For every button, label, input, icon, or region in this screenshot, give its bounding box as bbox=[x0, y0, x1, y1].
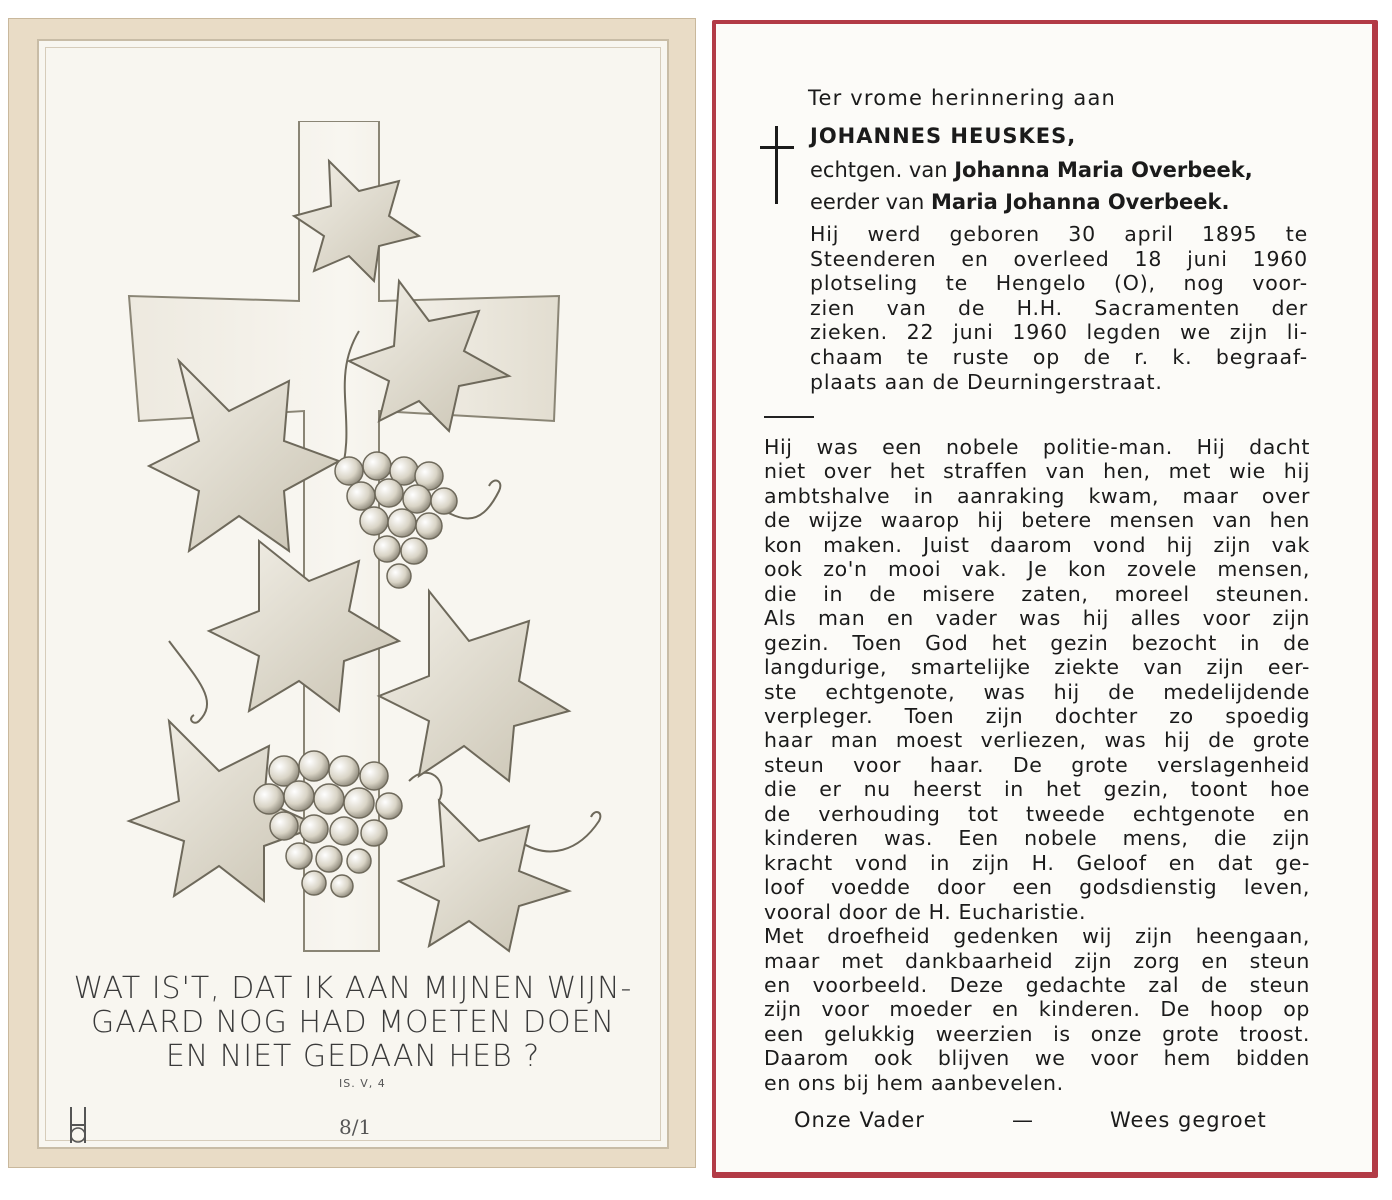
spouse-2-name: Maria Johanna Overbeek. bbox=[930, 190, 1230, 214]
tribute-line: een gelukkig weerzien is onze grote troost. bbox=[764, 1021, 1310, 1046]
tribute-line: de wijze waarop hij betere mensen van hen bbox=[764, 508, 1310, 533]
biography-line: Steenderen en overleed 18 juni 1960 bbox=[810, 246, 1308, 271]
tribute-line: en voorbeeld. Deze gedachte zal de steun bbox=[764, 972, 1310, 997]
cross-vine-illustration bbox=[99, 121, 619, 991]
prayer-onze-vader: Onze Vader bbox=[794, 1108, 925, 1132]
tribute-line: Hij was een nobele politie-man. Hij dacht bbox=[764, 435, 1310, 459]
section-divider bbox=[764, 416, 814, 418]
spouse-1-name: Johanna Maria Overbeek, bbox=[954, 158, 1253, 182]
verse-line-3: EN NIET GEDAAN HEB ? bbox=[165, 1039, 541, 1074]
spouse-line-1 bbox=[810, 158, 1253, 182]
spouse-line-2 bbox=[810, 190, 1229, 214]
tribute-line: gezin. Toen God het gezin bezocht in de bbox=[764, 630, 1310, 655]
right-card-paper bbox=[716, 24, 1372, 1172]
tribute-line: niet over het straffen van hen, met wie hij bbox=[764, 459, 1310, 484]
prayer-separator: — bbox=[1012, 1108, 1034, 1132]
verse-line-1: WAT IS'T, DAT IK AAN MIJNEN WIJN- bbox=[73, 971, 633, 1006]
verse-line-2: GAARD NOG HAD MOETEN DOEN bbox=[91, 1005, 615, 1040]
deceased-name: JOHANNES HEUSKES, bbox=[810, 124, 1077, 148]
tribute-line: ambtshalve in aanraking kwam, maar over bbox=[764, 483, 1310, 508]
intro-line: Ter vrome herinnering aan bbox=[808, 86, 1117, 110]
tribute-line: zijn voor moeder en kinderen. De hoop op bbox=[764, 997, 1310, 1022]
tribute-line: kracht vond in zijn H. Geloof en dat ge- bbox=[764, 850, 1310, 875]
card-number: 8/1 bbox=[339, 1115, 372, 1139]
verse-reference: IS. V, 4 bbox=[339, 1077, 386, 1090]
spouse-2-prefix: eerder van bbox=[810, 190, 925, 214]
right-card bbox=[712, 20, 1378, 1178]
left-card bbox=[8, 18, 696, 1168]
tribute-line: en ons bij hem aanbevelen. bbox=[764, 1070, 1064, 1095]
tribute-line: steun voor haar. De grote verslagenheid bbox=[764, 752, 1310, 777]
tribute-line: de verhouding tot tweede echtgenote en bbox=[764, 801, 1310, 826]
cross-icon bbox=[760, 126, 794, 204]
tribute-line: Als man en vader was hij alles voor zijn bbox=[764, 606, 1310, 631]
tribute-line: langdurige, smartelijke ziekte van zijn eer- bbox=[764, 655, 1310, 680]
tribute-paragraph bbox=[764, 435, 1310, 1095]
tribute-line: die er nu heerst in het gezin, toont hoe bbox=[764, 777, 1310, 802]
biography-line: plaats aan de Deurningerstraat. bbox=[810, 369, 1163, 394]
biography-paragraph bbox=[810, 222, 1308, 394]
tribute-line: Met droefheid gedenken wij zijn heengaan, bbox=[764, 924, 1310, 949]
tribute-line: die in de misere zaten, moreel steunen. bbox=[764, 581, 1310, 606]
biography-line: Hij werd geboren 30 april 1895 te bbox=[810, 222, 1308, 246]
tribute-line: kinderen was. Een nobele mens, die zijn bbox=[764, 826, 1310, 851]
tribute-line: vooral door de H. Eucharistie. bbox=[764, 899, 1087, 924]
tribute-line: kon maken. Juist daarom vond hij zijn vak bbox=[764, 532, 1310, 557]
biography-line: plotseling te Hengelo (O), nog voor- bbox=[810, 271, 1308, 296]
tribute-line: ook zo'n mooi vak. Je kon zovele mensen, bbox=[764, 557, 1310, 582]
left-card-inner-frame bbox=[37, 39, 669, 1149]
tribute-line: loof voedde door een godsdienstig leven, bbox=[764, 875, 1310, 900]
tribute-line: haar man moest verliezen, was hij de grote bbox=[764, 728, 1310, 753]
tribute-line: ste echtgenote, was hij de medelijdende bbox=[764, 679, 1310, 704]
spouse-1-prefix: echtgen. van bbox=[810, 158, 948, 182]
tribute-line: maar met dankbaarheid zijn zorg en steun bbox=[764, 948, 1310, 973]
tribute-line: verpleger. Toen zijn dochter zo spoedig bbox=[764, 703, 1310, 728]
biography-line: chaam te ruste op de r. k. begraaf- bbox=[810, 344, 1308, 369]
tribute-line: Daarom ook blijven we voor hem bidden bbox=[764, 1046, 1310, 1071]
biography-line: zien van de H.H. Sacramenten der bbox=[810, 295, 1308, 320]
prayer-wees-gegroet: Wees gegroet bbox=[1110, 1108, 1267, 1132]
biography-line: zieken. 22 juni 1960 legden we zijn li- bbox=[810, 320, 1308, 345]
publisher-monogram-icon bbox=[67, 1105, 89, 1145]
